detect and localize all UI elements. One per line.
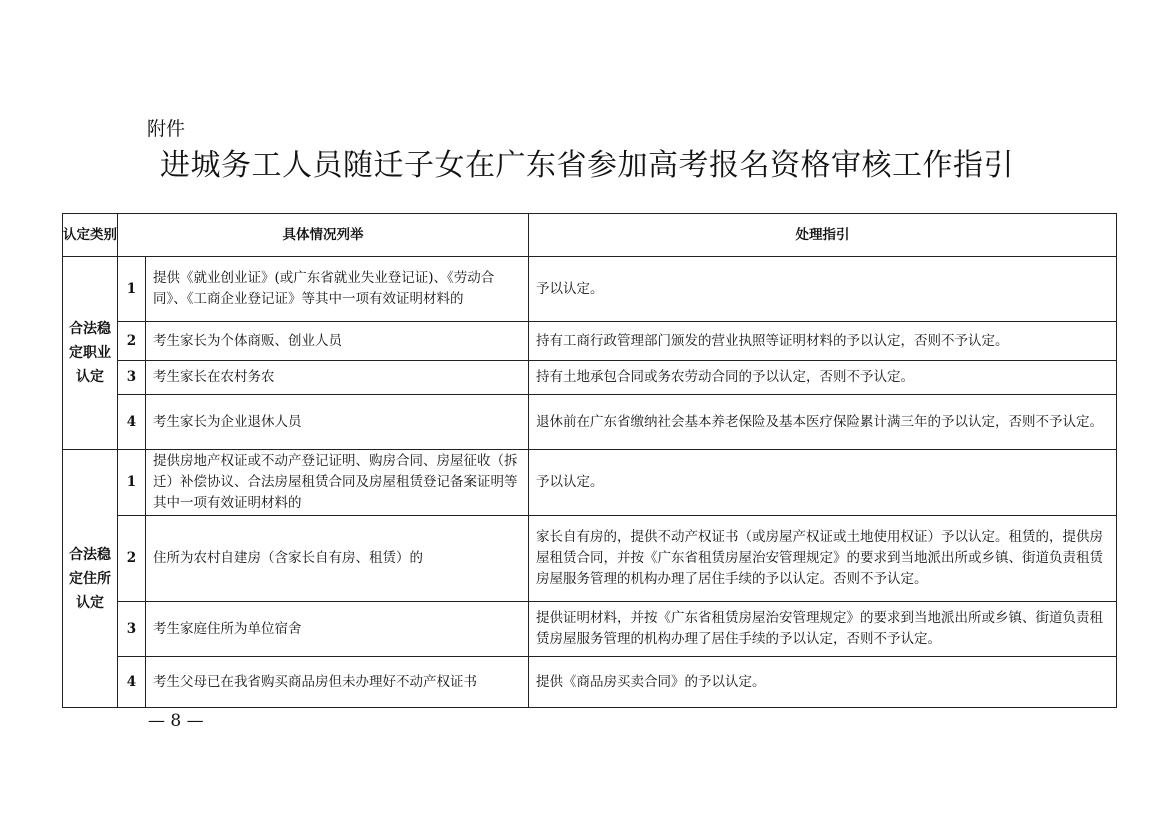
guidance-cell: 予以认定。 [529,450,1117,516]
table-row [63,602,1117,657]
header-category: 认定类别 [63,214,118,257]
row-number: 2 [118,516,146,602]
table-row [63,657,1117,708]
guidance-cell: 持有工商行政管理部门颁发的营业执照等证明材料的予以认定，否则不予认定。 [529,322,1117,361]
table-row [63,516,1117,602]
table-row [63,395,1117,450]
situation-cell: 考生家庭住所为单位宿舍 [146,602,529,657]
row-number: 2 [118,322,146,361]
situation-cell: 考生家长为企业退休人员 [146,395,529,450]
guidance-cell: 持有土地承包合同或务农劳动合同的予以认定，否则不予认定。 [529,361,1117,395]
guidance-cell: 予以认定。 [529,257,1117,322]
page-number: — 8 — [148,711,204,731]
row-number: 3 [118,361,146,395]
table-row [63,257,1117,322]
attachment-label: 附件 [147,118,186,140]
situation-cell: 提供《就业创业证》(或广东省就业失业登记证)、《劳动合同》、《工商企业登记证》等其中一项有效证明材料的 [146,257,529,322]
row-number: 4 [118,395,146,450]
table-row [63,361,1117,395]
header-guidance: 处理指引 [529,214,1117,257]
situation-cell: 提供房地产权证或不动产登记证明、购房合同、房屋征收（拆迁）补偿协议、合法房屋租赁合同及房屋租赁登记备案证明等其中一项有效证明材料的 [146,450,529,516]
guidance-cell: 提供《商品房买卖合同》的予以认定。 [529,657,1117,708]
guidance-cell: 提供证明材料，并按《广东省租赁房屋治安管理规定》的要求到当地派出所或乡镇、街道负责租赁房屋服务管理的机构办理了居住手续的予以认定，否则不予认定。 [529,602,1117,657]
row-number: 1 [118,257,146,322]
situation-cell: 考生家长在农村务农 [146,361,529,395]
row-number: 3 [118,602,146,657]
category-cell-residence: 合法稳定住所认定 [63,450,118,708]
guidance-cell: 家长自有房的，提供不动产权证书（或房屋产权证或土地使用权证）予以认定。租赁的，提供房屋租赁合同，并按《广东省租赁房屋治安管理规定》的要求到当地派出所或乡镇、街道负责租赁房屋服务管理的机构办理了居住手续的予以认定。否则不予认定。 [529,516,1117,602]
guidance-cell: 退休前在广东省缴纳社会基本养老保险及基本医疗保险累计满三年的予以认定，否则不予认定。 [529,395,1117,450]
table-header-row [63,214,1117,257]
guidance-table [62,213,1117,708]
situation-cell: 住所为农村自建房（含家长自有房、租赁）的 [146,516,529,602]
table-row [63,450,1117,516]
situation-cell: 考生家长为个体商贩、创业人员 [146,322,529,361]
category-cell-occupation: 合法稳定职业认定 [63,257,118,450]
row-number: 1 [118,450,146,516]
header-situation: 具体情况列举 [118,214,529,257]
table-row [63,322,1117,361]
document-title: 进城务工人员随迁子女在广东省参加高考报名资格审核工作指引 [160,148,1014,183]
row-number: 4 [118,657,146,708]
situation-cell: 考生父母已在我省购买商品房但未办理好不动产权证书 [146,657,529,708]
